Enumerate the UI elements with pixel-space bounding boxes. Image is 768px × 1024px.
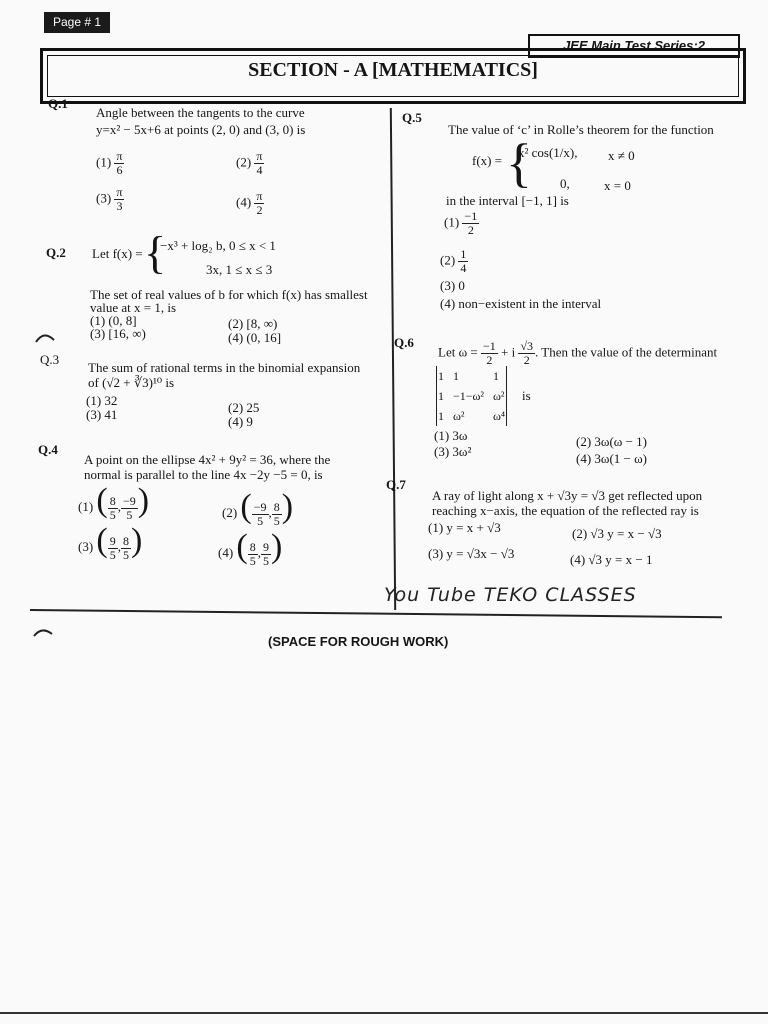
q5-cond1: x ≠ 0 (608, 148, 635, 163)
det-cell: 1 (493, 369, 500, 383)
q2-brace: { (144, 227, 167, 278)
margin-mark-icon (32, 626, 56, 640)
q2-case2: 3x, 1 ≤ x ≤ 3 (206, 262, 273, 277)
q3-number: Q.3 (40, 352, 60, 367)
q6-is: is (522, 388, 531, 403)
q7-text-line1: A ray of light along x + √3y = √3 get reflected upon (432, 488, 703, 503)
section-title: SECTION - A [MATHEMATICS] (248, 59, 538, 81)
q7-option-3: (3) y = √3x − √3 (428, 546, 515, 561)
q5-number: Q.5 (402, 110, 422, 125)
q5-case1: x² cos(1/x), (518, 145, 578, 160)
q2-number: Q.2 (46, 245, 66, 260)
q2-let: Let f(x) = (92, 246, 143, 261)
rough-work-divider (30, 609, 722, 618)
q2-option-1: (1) (0, 8] (90, 313, 137, 328)
q1-option-1: (1) $\frac{\pi}{6}$ (96, 149, 123, 177)
q2-text-line2: value at x = 1, is (90, 300, 177, 315)
q6-option-1: (1) 3ω (434, 428, 468, 443)
q6-option-2: (2) 3ω(ω − 1) (576, 434, 648, 449)
q4-text-line1: A point on the ellipse 4x² + 9y² = 36, where the (84, 452, 331, 467)
q2-text-line1: The set of real values of b for which f(x) has smallest (90, 287, 368, 302)
q2-option-2: (2) [8, ∞) (228, 316, 278, 331)
q5-text-line2: in the interval [−1, 1] is (446, 193, 569, 208)
det-cell: 1 (453, 369, 459, 383)
q4-number: Q.4 (38, 442, 58, 457)
test-series-label: JEE Main Test Series:2 (528, 34, 740, 58)
q3-option-2: (2) 25 (228, 400, 260, 415)
q7-option-4: (4) √3 y = x − 1 (570, 552, 653, 567)
det-cell: ω⁴ (493, 409, 506, 423)
q6-determinant (436, 366, 507, 426)
det-cell: 1 (438, 369, 444, 383)
q5-cond2: x = 0 (604, 178, 631, 193)
q7-text-line2: reaching x−axis, the equation of the reflected ray is (432, 503, 699, 518)
q3-text-line2: of (√2 + ∛3)¹⁰ is (88, 375, 175, 390)
q1-option-4: (4) $\frac{\pi}{2}$ (236, 189, 263, 217)
page-number-tag: Page # 1 (44, 12, 110, 33)
det-cell: ω² (453, 409, 465, 423)
q4-option-2: (2) ( $\frac{-9}{5}$ , $\frac{8}{5}$ ) (222, 488, 294, 528)
det-cell: 1 (438, 409, 444, 423)
q2-option-3: (3) [16, ∞) (90, 326, 146, 341)
q3-option-3: (3) 41 (86, 407, 118, 422)
q5-fx: f(x) = (472, 153, 503, 168)
margin-mark-icon (34, 330, 58, 346)
q5-option-3: (3) 0 (440, 278, 465, 293)
det-cell: ω² (493, 389, 505, 403)
q5-option-2: (2) $\frac{1}{4}$ (440, 247, 467, 275)
det-cell: −1−ω² (453, 389, 485, 403)
q2-case1: −x³ + log₂ b, 0 ≤ x < 1 (160, 238, 276, 253)
q4-text-line2: normal is parallel to the line 4x −2y −5 = 0, is (84, 467, 323, 482)
q5-case2: 0, (560, 176, 570, 191)
q1-option-2: (2) $\frac{\pi}{4}$ (236, 149, 263, 177)
q3-text-line1: The sum of rational terms in the binomial expansion (88, 360, 361, 375)
q5-text-line1: The value of ‘c’ in Rolle’s theorem for the function (448, 122, 714, 137)
q5-option-1: (1) $\frac{-1}{2}$ (444, 209, 478, 237)
q4-option-3: (3) ( $\frac{9}{5}$ , $\frac{8}{5}$ ) (78, 522, 143, 562)
q5-option-4: (4) non−existent in the interval (440, 296, 602, 311)
q1-number: Q.1 (48, 96, 68, 111)
page-bottom-line (0, 1012, 768, 1014)
q3-option-1: (1) 32 (86, 393, 118, 408)
q3-option-4: (4) 9 (228, 414, 253, 429)
q6-option-3: (3) 3ω² (434, 444, 472, 459)
q7-option-1: (1) y = x + √3 (428, 520, 501, 535)
q5-brace: { (506, 133, 532, 193)
q2-option-4: (4) (0, 16] (228, 330, 282, 345)
q6-omega-definition: Let ω = $\frac{-1}{2}$ + i $\frac{√3}{2}$ . Then the value of the determinant (438, 339, 718, 367)
q1-text-line2: y=x² − 5x+6 at points (2, 0) and (3, 0) is (96, 122, 306, 137)
q4-option-4: (4) ( $\frac{8}{5}$ , $\frac{9}{5}$ ) (218, 528, 283, 568)
q1-text-line1: Angle between the tangents to the curve (96, 105, 305, 120)
q6-number: Q.6 (394, 335, 414, 350)
q6-option-4: (4) 3ω(1 − ω) (576, 451, 648, 466)
rough-work-label: (SPACE FOR ROUGH WORK) (268, 634, 449, 649)
q4-option-1: (1) ( $\frac{8}{5}$ , $\frac{-9}{5}$ ) (78, 482, 150, 522)
handwritten-note: You Tube TEKO CLASSES (384, 584, 637, 606)
det-cell: 1 (438, 389, 444, 403)
q1-option-3: (3) $\frac{\pi}{3}$ (96, 185, 123, 213)
column-divider (390, 108, 396, 610)
q7-number: Q.7 (386, 477, 406, 492)
q7-option-2: (2) √3 y = x − √3 (572, 526, 662, 541)
section-header-box (40, 48, 746, 104)
